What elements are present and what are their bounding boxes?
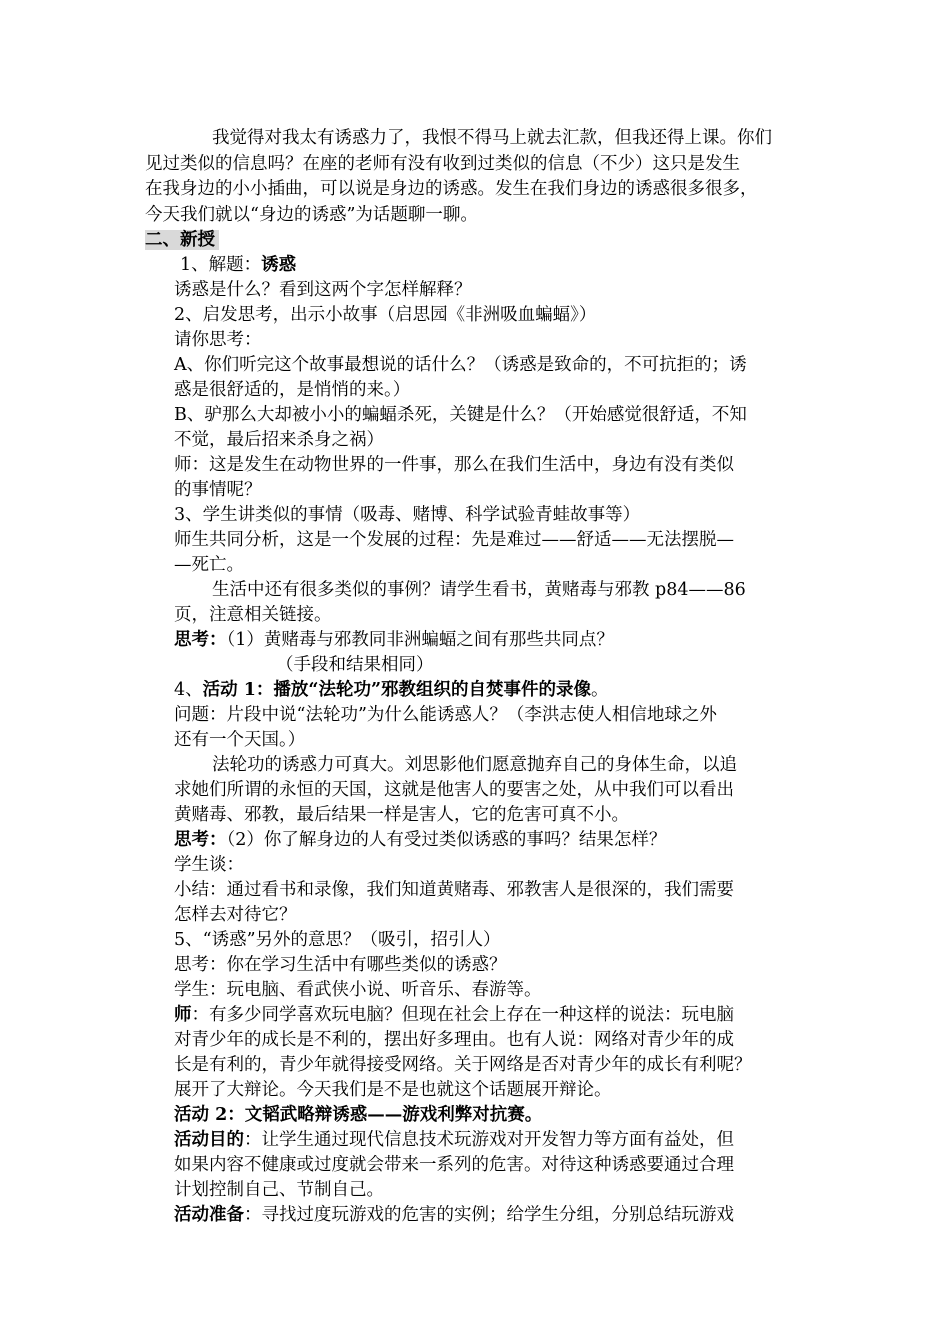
think-1-text: （1）黄赌毒与邪教同非洲蝙蝠之间有那些共同点？ (226, 630, 614, 650)
paragraph-line: 求她们所谓的永恒的天国，这就是他害人的要害之处，从中我们可以看出 (174, 780, 734, 800)
section-heading-text: 二、新授 (145, 230, 219, 250)
paragraph-line: 长是有利的，青少年就得接受网络。关于网络是否对青少年的成长有利呢？ (174, 1055, 752, 1075)
paragraph-line: 展开了大辩论。今天我们是不是也就这个话题展开辩论。 (174, 1080, 612, 1100)
item-4-title: 活动 1：播放“法轮功”邪教组织的自焚事件的录像 (202, 680, 592, 700)
intro-line: 在我身边的小小插曲，可以说是身边的诱惑。发生在我们身边的诱惑很多很多， (145, 179, 758, 199)
teacher-line: 师：这是发生在动物世界的一件事，那么在我们生活中，身边有没有类似 (174, 455, 734, 475)
text-line: 思考：你在学习生活中有哪些类似的诱惑？ (174, 955, 507, 975)
activity-purpose-text: ：让学生通过现代信息技术玩游戏对开发智力等方面有益处，但 (244, 1130, 734, 1150)
activity-prep-label: 活动准备 (174, 1205, 244, 1225)
paragraph-line: 计划控制自己、节制自己。 (174, 1180, 384, 1200)
life-line-cont: 页，注意相关链接。 (174, 605, 332, 625)
question-b-cont: 不觉，最后招来杀身之祸） (174, 430, 384, 450)
question-b: B、驴那么大却被小小的蝙蝠杀死，关键是什么？（开始感觉很舒适，不知 (174, 405, 747, 425)
analysis-line-cont: —死亡。 (174, 555, 244, 575)
think-1-label: 思考： (174, 630, 227, 650)
summary-line: 小结：通过看书和录像，我们知道黄赌毒、邪教害人是很深的，我们需要 (174, 880, 734, 900)
item-1-prefix: 1、解题： (180, 255, 262, 275)
question-line-cont: 还有一个天国。） (174, 730, 306, 750)
analysis-line: 师生共同分析，这是一个发展的过程：先是难过——舒适——无法摆脱— (174, 530, 734, 550)
activity-purpose-label: 活动目的 (174, 1130, 244, 1150)
text-line: 请你思考： (174, 330, 262, 350)
paragraph-line: 法轮功的诱惑力可真大。刘思影他们愿意抛弃自己的身体生命，以追 (212, 755, 737, 775)
think-2-label: 思考： (174, 830, 227, 850)
intro-line: 今天我们就以“身边的诱惑”为话题聊一聊。 (145, 205, 478, 225)
item-4 (174, 678, 609, 702)
activity-purpose (174, 1128, 734, 1152)
think-1 (174, 628, 614, 652)
activity-prep-text: ：寻找过度玩游戏的危害的实例；给学生分组，分别总结玩游戏 (244, 1205, 734, 1225)
teacher-line-cont: 的事情呢？ (174, 480, 262, 500)
item-4-prefix: 4、 (174, 680, 203, 700)
item-3: 3、学生讲类似的事情（吸毒、赌博、科学试验青蛙故事等） (174, 505, 641, 525)
text-line: 学生谈： (174, 855, 244, 875)
paragraph-line: 对青少年的成长是不利的，摆出好多理由。也有人说：网络对青少年的成 (174, 1030, 734, 1050)
text-line: 诱惑是什么？看到这两个字怎样解释？ (174, 280, 472, 300)
section-heading (145, 228, 219, 252)
activity-prep (174, 1203, 734, 1227)
intro-line: 见过类似的信息吗？在座的老师有没有收到过类似的信息（不少）这只是发生 (145, 154, 740, 174)
item-1 (180, 253, 296, 277)
think-2 (174, 828, 666, 852)
think-2-text: （2）你了解身边的人有受过类似诱惑的事吗？结果怎样？ (226, 830, 667, 850)
paragraph-line: 黄赌毒、邪教，最后结果一样是害人，它的危害可真不小。 (174, 805, 629, 825)
teacher-text: ：有多少同学喜欢玩电脑？但现在社会上存在一种这样的说法：玩电脑 (191, 1005, 734, 1025)
item-5: 5、“诱惑”另外的意思？（吸引，招引人） (174, 930, 501, 950)
item-1-title: 诱惑 (261, 255, 297, 275)
paragraph-line: 如果内容不健康或过度就会带来一系列的危害。对待这种诱惑要通过合理 (174, 1155, 734, 1175)
item-4-suffix: 。 (591, 680, 609, 700)
question-line: 问题：片段中说“法轮功”为什么能诱惑人？（李洪志使人相信地球之外 (174, 705, 717, 725)
intro-line: 我觉得对我太有诱惑力了，我恨不得马上就去汇款，但我还得上课。你们 (212, 128, 772, 148)
activity-2-heading: 活动 2：文韬武略辩诱惑——游戏利弊对抗赛。 (174, 1105, 543, 1125)
item-2: 2、启发思考，出示小故事（启思园《非洲吸血蝙蝠》） (174, 305, 597, 325)
life-line: 生活中还有很多类似的事例？请学生看书，黄赌毒与邪教 p84——86 (212, 580, 746, 600)
think-1-answer: （手段和结果相同） (276, 655, 434, 675)
text-line: 学生：玩电脑、看武侠小说、听音乐、春游等。 (174, 980, 542, 1000)
question-a: A、你们听完这个故事最想说的话什么？（诱惑是致命的，不可抗拒的；诱 (174, 355, 747, 375)
summary-line-cont: 怎样去对待它？ (174, 905, 297, 925)
teacher-paragraph (174, 1003, 734, 1027)
question-a-cont: 惑是很舒适的，是悄悄的来。） (174, 380, 411, 400)
teacher-label: 师 (174, 1005, 192, 1025)
